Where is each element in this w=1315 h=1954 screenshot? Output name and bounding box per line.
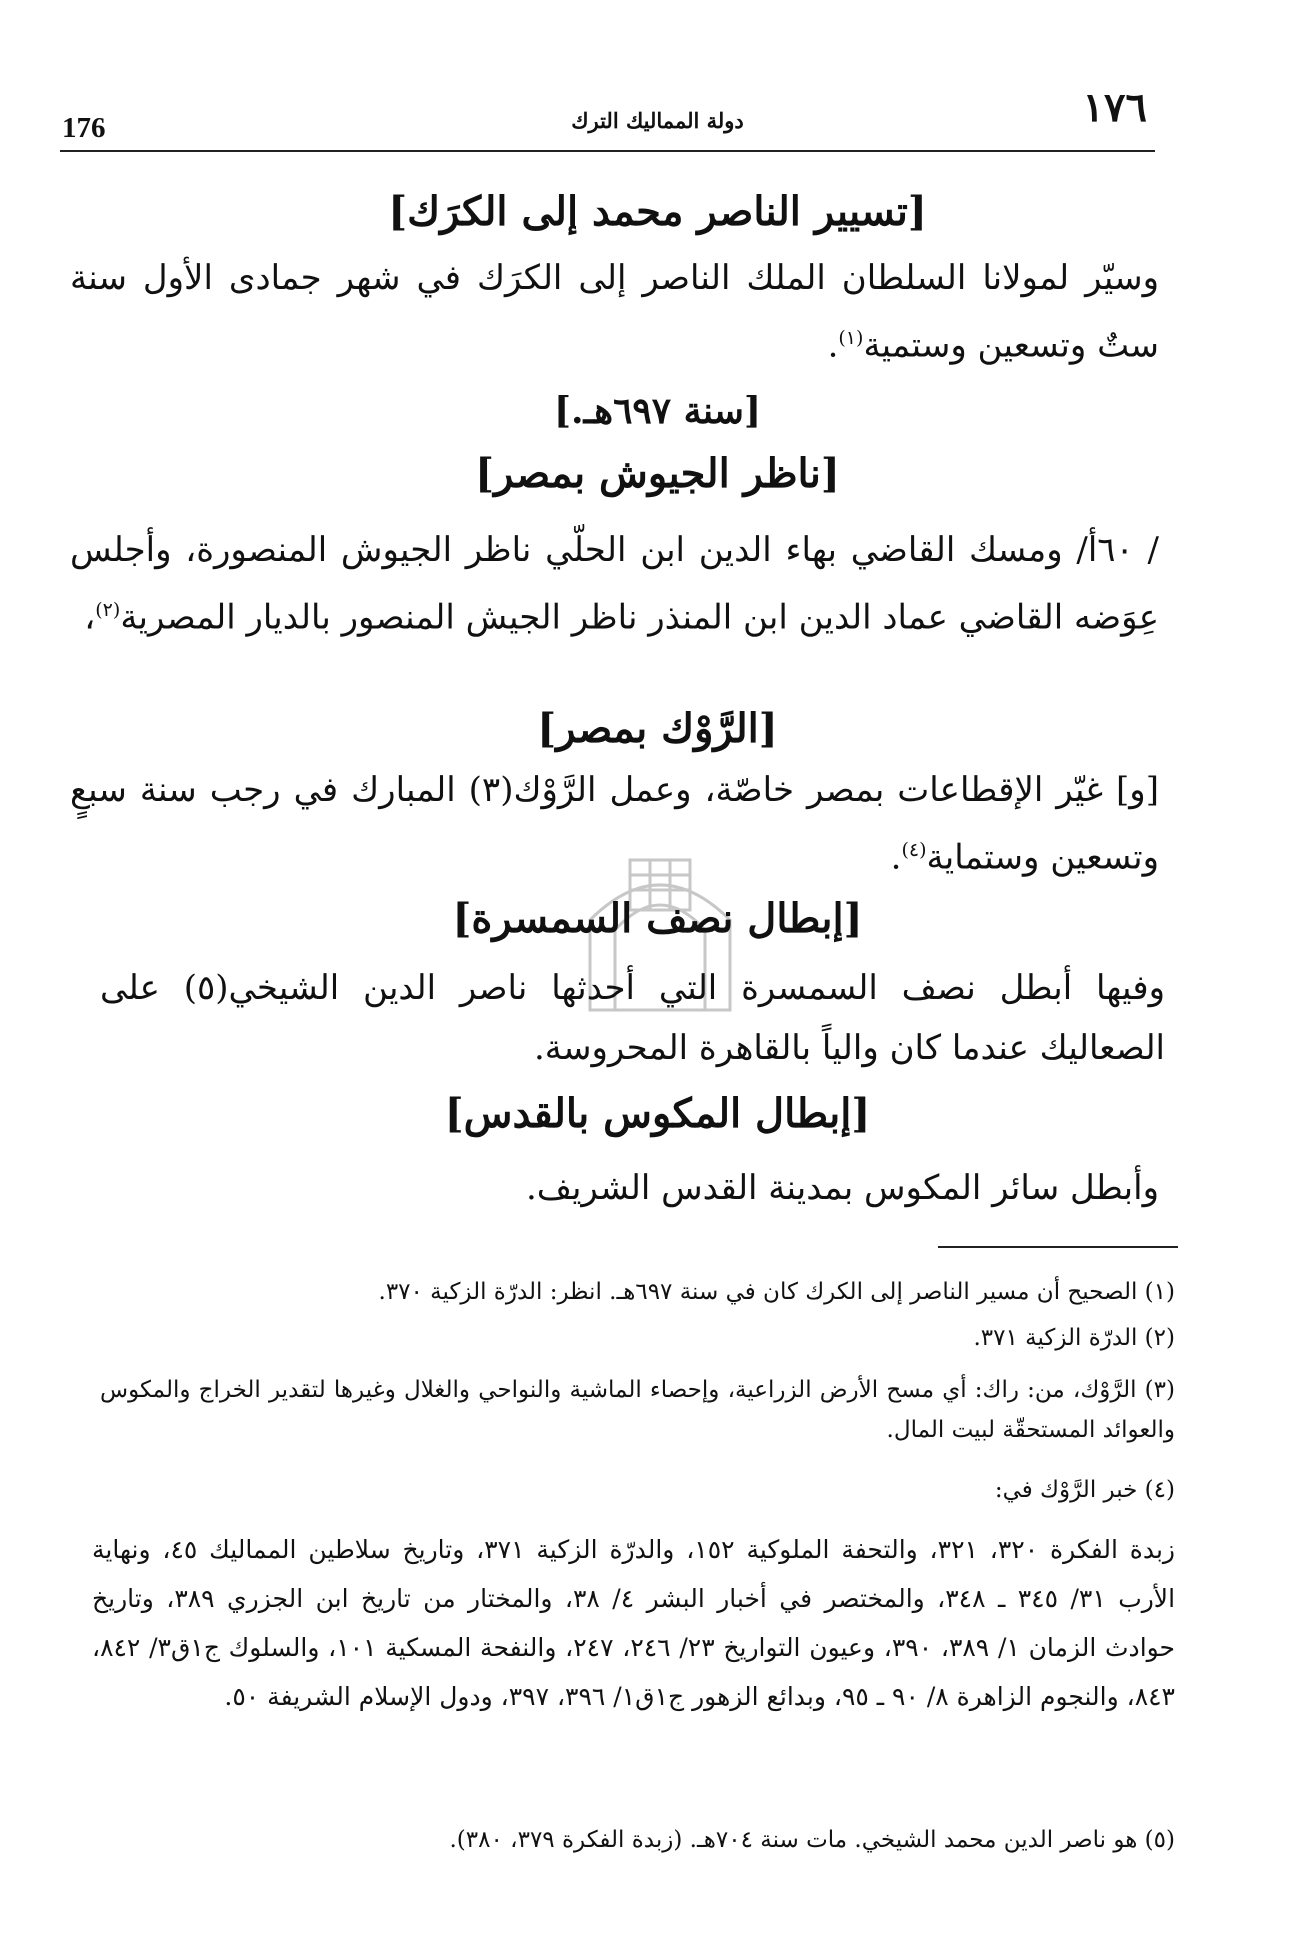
section-paragraph: [70, 520, 1159, 647]
footnote-ref: (١): [838, 327, 864, 349]
paragraph-end: .: [827, 325, 839, 366]
section-paragraph: [70, 248, 1159, 375]
header-divider: [60, 150, 1155, 152]
footnote-4-body: زبدة الفكرة ٣٢٠، ٣٢١، والتحفة الملوكية ١٥٢، والدرّة الزكية ٣٧١، وتاريخ سلاطين المماليك ٤٥، ونهاية الأرب ٣١/ ٣٤٥ ـ ٣٤٨، والمختصر في أخبار البشر ٤/ ٣٨، والمختار من تاريخ ابن الجزري ٣٨٩، وتاريخ حوادث الزمان ١/ ٣٨٩، ٣٩٠، وعيون التواريخ ٢٣/ ٢٤٦، ٢٤٧، والنفحة المسكية ١٠١، والسلوك ج١ق٣/ ٨٤٢، ٨٤٣، والنجوم الزاهرة ٨/ ٩٠ ـ ٩٥، وبدائع الزهور ج١ق١/ ٣٩٦، ٣٩٧، ودول الإسلام الشريفة ٥٠.: [92, 1535, 1176, 1711]
year-heading: [سنة ٦٩٧هـ.]: [553, 390, 762, 432]
paragraph-text: / ٦٠أ/ ومسك القاضي بهاء الدين ابن الحلّي ناظر الجيوش المنصورة، وأجلس عِوَضه القاضي عماد الدين ابن المنذر ناظر الجيش المنصور بالديار المصرية: [70, 530, 1159, 638]
paragraph-end: .: [890, 837, 902, 878]
footnote-5: (٥) هو ناصر الدين محمد الشيخي. مات سنة ٧٠٤هـ. (زبدة الفكرة ٣٧٩، ٣٨٠).: [449, 1827, 1175, 1853]
footnote-ref: (٢): [95, 599, 121, 621]
section-paragraph: [70, 1158, 1159, 1218]
footnote-3: (٣) الرَّوْك، من: راك: أي مسح الأرض الزراعية، وإحصاء الماشية والنواحي والغلال وغيرها لتقدير الخراج والمكوس والعوائد المستحقّة لبيت المال.: [100, 1377, 1175, 1443]
footnote-1: (١) الصحيح أن مسير الناصر إلى الكرك كان في سنة ٦٩٧هـ. انظر: الدرّة الزكية ٣٧٠.: [378, 1279, 1175, 1305]
section-heading: [إبطال نصف السمسرة]: [452, 895, 863, 942]
footnote-2: (٢) الدرّة الزكية ٣٧١.: [973, 1325, 1175, 1351]
page-number-arabic: ١٧٦: [1082, 84, 1147, 131]
page-number-latin: 176: [62, 112, 106, 144]
footnote-4-heading: (٤) خبر الرَّوْك في:: [994, 1477, 1175, 1503]
section-heading: [إبطال المكوس بالقدس]: [444, 1090, 871, 1137]
paragraph-text: وسيّر لمولانا السلطان الملك الناصر إلى الكرَك في شهر جمادى الأول سنة ستٌ وتسعين وستمية: [70, 258, 1159, 366]
paragraph-text: وفيها أبطل نصف السمسرة التي أحدثها ناصر الدين الشيخي(٥) على الصعاليك عندما كان والياً بالقاهرة المحروسة: [100, 968, 1165, 1068]
paragraph-end: ،: [84, 597, 96, 638]
footnote-ref: (٤): [901, 839, 927, 861]
footnote-divider: [938, 1246, 1178, 1248]
paragraph-end: .: [533, 1028, 545, 1068]
paragraph-text: وأبطل سائر المكوس بمدينة القدس الشريف.: [525, 1168, 1159, 1208]
section-heading: [الرَّوْك بمصر]: [537, 705, 778, 752]
section-heading: [ناظر الجيوش بمصر]: [475, 450, 840, 497]
running-title: دولة المماليك الترك: [571, 108, 744, 133]
paragraph-text: [و] غيّر الإقطاعات بمصر خاصّة، وعمل الرَّوْك(٣) المبارك في رجب سنة سبعٍ وتسعين وستماية: [70, 770, 1159, 878]
section-heading: [تسيير الناصر محمد إلى الكرَك]: [388, 188, 927, 235]
section-paragraph: [100, 958, 1165, 1078]
